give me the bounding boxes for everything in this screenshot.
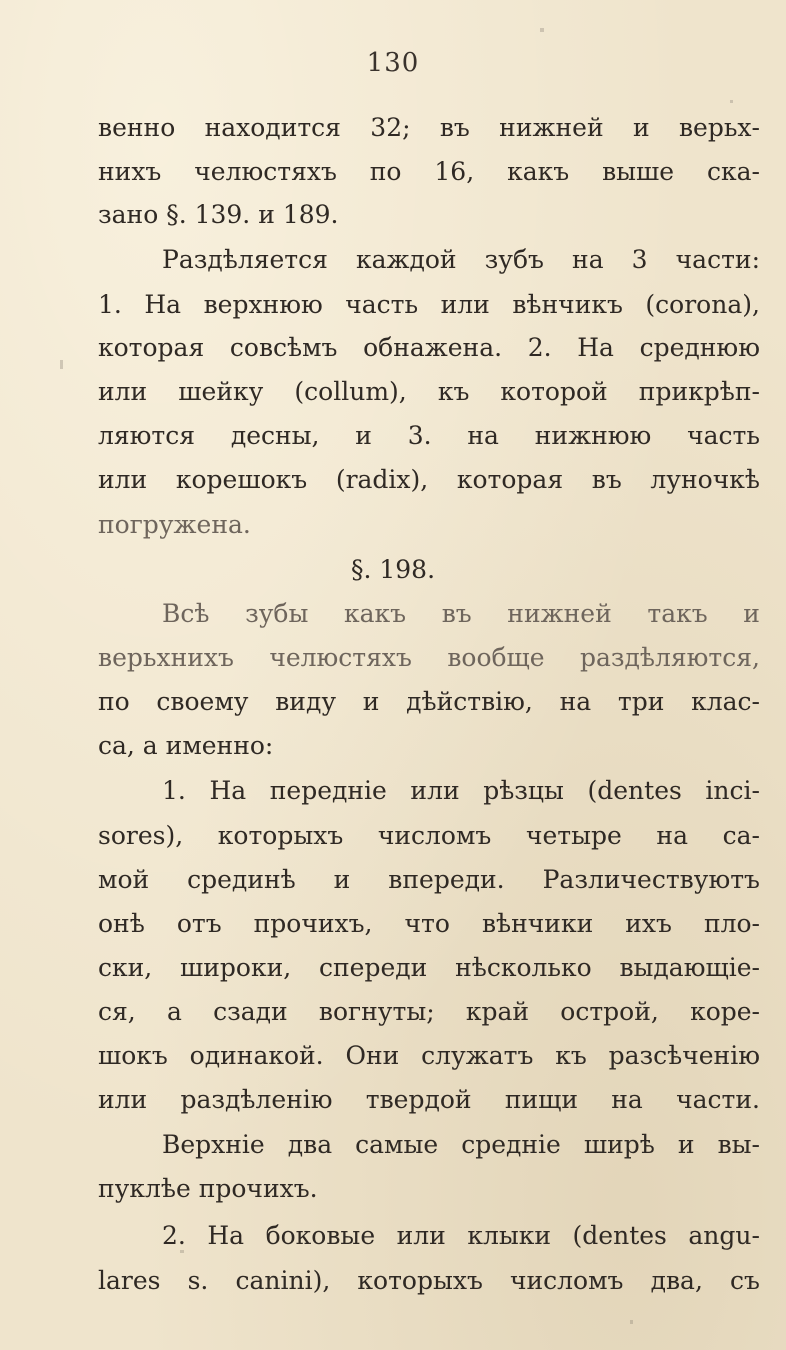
text-line-25: 2. На боковые или клыки (dentes angu-	[162, 1221, 760, 1250]
text-line-9: или корешокъ (radix), которая въ луночкѣ	[98, 465, 760, 494]
text-line-6: которая совсѣмъ обнажена. 2. На среднюю	[98, 333, 760, 362]
text-line-16: sores), которыхъ числомъ четыре на са-	[98, 821, 760, 850]
print-speck	[540, 28, 544, 32]
text-line-11: Всѣ зубы какъ въ нижней такъ и	[162, 599, 760, 628]
text-line-19: ски, широки, спереди нѣсколько выдающіе-	[98, 953, 760, 982]
text-line-2: нихъ челюстяхъ по 16, какъ выше ска-	[98, 157, 760, 186]
text-line-17: мой срединѣ и впереди. Различествуютъ	[98, 865, 760, 894]
text-line-12: верьхнихъ челюстяхъ вообще раздѣляются,	[98, 643, 760, 672]
text-line-18: онѣ отъ прочихъ, что вѣнчики ихъ пло-	[98, 909, 760, 938]
text-line-3: зано §. 139. и 189.	[98, 200, 339, 229]
text-line-24: пуклѣе прочихъ.	[98, 1174, 318, 1203]
text-line-8: ляются десны, и 3. на нижнюю часть	[98, 421, 760, 450]
text-line-14: са, а именно:	[98, 731, 274, 760]
text-line-13: по своему виду и дѣйствію, на три клас-	[98, 687, 760, 716]
print-speck	[180, 1250, 184, 1253]
text-line-23: Верхніе два самые средніе ширѣ и вы-	[162, 1130, 760, 1159]
print-speck	[730, 100, 733, 103]
print-speck	[630, 1320, 633, 1324]
text-line-1: венно находится 32; въ нижней и верьх-	[98, 113, 760, 142]
text-line-21: шокъ одинакой. Они служатъ къ разсѣченію	[98, 1041, 760, 1070]
section-heading: §. 198.	[350, 555, 436, 584]
page-number: 130	[366, 48, 420, 78]
text-line-15: 1. На передніе или рѣзцы (dentes inci-	[162, 776, 760, 805]
text-line-7: или шейку (collum), къ которой прикрѣп-	[98, 377, 760, 406]
text-line-10: погружена.	[98, 510, 251, 539]
print-speck	[60, 360, 63, 369]
text-line-5: 1. На верхнюю часть или вѣнчикъ (corona),	[98, 290, 760, 319]
text-line-22: или раздѣленію твердой пищи на части.	[98, 1085, 760, 1114]
text-line-20: ся, а сзади вогнуты; край острой, коре-	[98, 997, 760, 1026]
text-line-4: Раздѣляется каждой зубъ на 3 части:	[162, 245, 760, 274]
text-line-26: lares s. canini), которыхъ числомъ два, съ	[98, 1266, 760, 1295]
